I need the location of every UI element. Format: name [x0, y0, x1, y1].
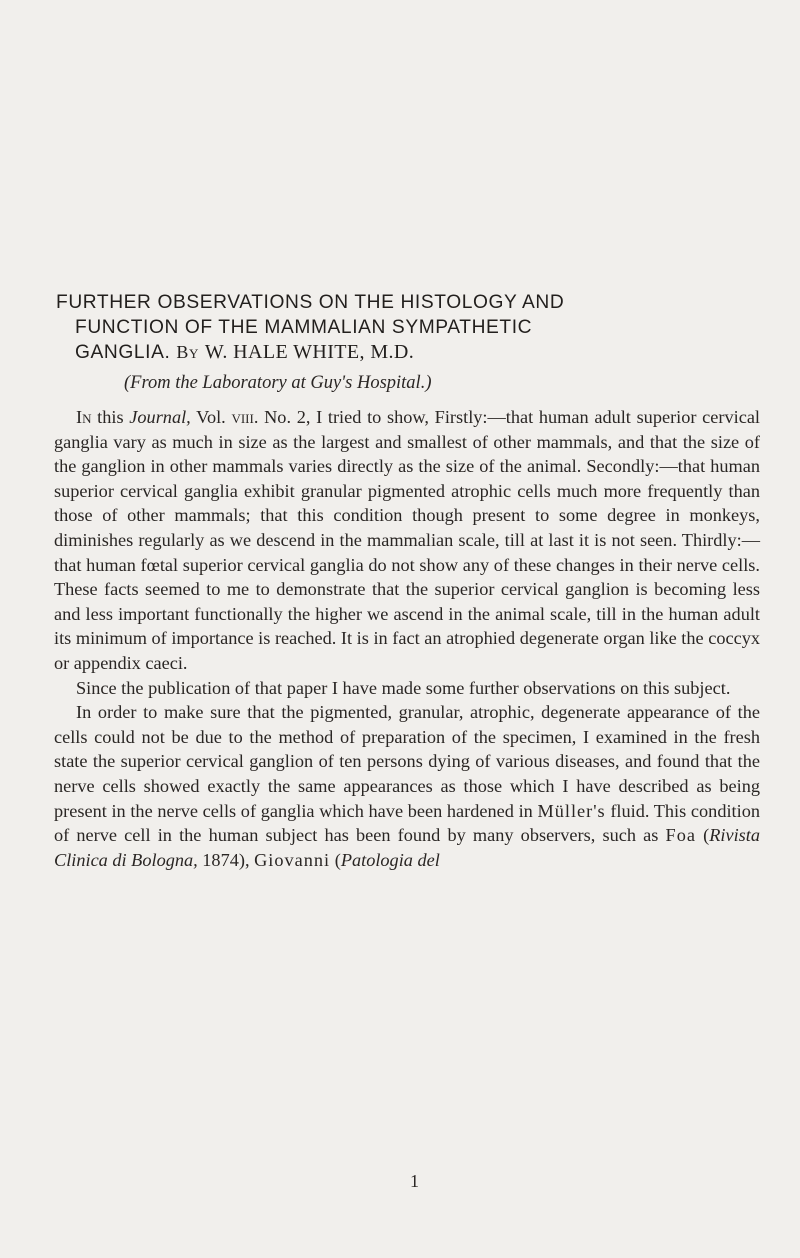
rivista-ref: Rivista Clinica di Bologna,	[54, 825, 760, 870]
title-line-3-lead: GANGLIA.	[75, 342, 171, 363]
paragraph-3	[54, 700, 760, 872]
lead-cap: In	[76, 407, 92, 427]
para1-text-2: Vol.	[190, 407, 232, 427]
para1-text-1: this	[91, 407, 130, 427]
article-title	[56, 290, 756, 365]
journal-ref: Journal,	[129, 407, 191, 427]
affiliation: (From the Laboratory at Guy's Hospital.)	[124, 373, 432, 393]
paragraph-2: Since the publication of that paper I have made some further observations on this subject.	[76, 677, 731, 698]
volume-number: viii.	[231, 407, 259, 427]
author-name: W. HALE WHITE, M.D.	[204, 341, 415, 363]
para3-text-1: In order to make sure that the pigmented, granular, atrophic, degenerate appearance of the cells could not be due to the method of preparation of the specimen, I examined in the fresh state the superior cervical ganglion of ten persons dying of various diseases, and found that the nerve cells showed exactly the same appearances as those which I have described as being present in the nerve cells of ganglia which have been hardened in	[54, 702, 760, 821]
foa-name: Foa	[665, 825, 696, 846]
giovanni-name: Giovanni	[254, 849, 331, 870]
para3-text-3: (	[695, 825, 710, 846]
para3-text-2: fluid. This condition of nerve cell in the human subject has been found by many observers, such as	[54, 800, 760, 846]
muller-name: Müller's	[537, 800, 606, 821]
patologia-ref: Patologia del	[340, 849, 440, 870]
para3-text-5: (	[330, 849, 341, 870]
title-line-1: FURTHER OBSERVATIONS ON THE HISTOLOGY AND	[56, 292, 565, 313]
article-body	[54, 405, 760, 872]
para1-text-3: No. 2, I tried to show, Firstly:—that human adult superior cervical ganglia vary as much in size as the largest and smallest of other mammals, and that the size of the ganglion in other mammals varies directly as the size of the animal. Secondly:—that human superior cervical ganglia exhibit granular pigmented atrophic cells much more frequently than those of other mammals; that this condition though present to some degree in monkeys, diminishes regularly as we descend in the mammalian scale, till at last it is not seen. Thirdly:—that human fœtal superior cervical ganglia do not show any of these changes in their nerve cells. These facts seemed to me to demonstrate that the superior cervical ganglion is becoming less and less important functionally the higher we ascend in the animal scale, till in the human adult its minimum of importance is reached. It is in fact an atrophied degenerate organ like the coccyx or appendix caeci.	[54, 407, 761, 673]
para3-text-4: 1874),	[197, 849, 255, 870]
paragraph-1	[54, 405, 760, 676]
page-number: 1	[410, 1171, 419, 1191]
title-by: By	[176, 342, 199, 362]
title-line-2: FUNCTION OF THE MAMMALIAN SYMPATHETIC	[75, 317, 533, 338]
title-line-3	[56, 340, 756, 365]
